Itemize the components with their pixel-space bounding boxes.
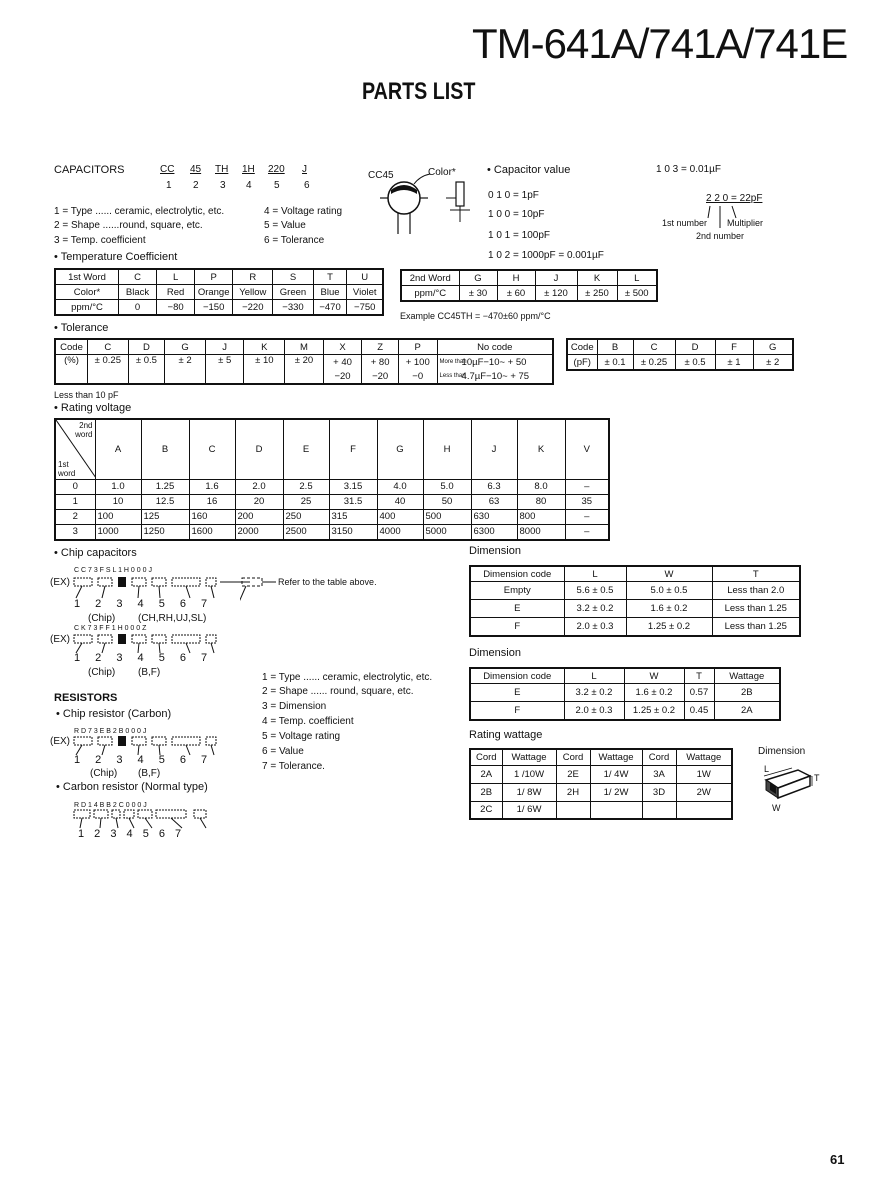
second-number-label: 2nd number — [696, 231, 745, 241]
temp-coef-table-1: 1st Word C L P R S T U Color* Black Red Orange Yellow Green Blue Violet ppm/°C 0 −80 −150 −220 −330 −470 −750 — [54, 268, 384, 316]
number-pointer-icon — [700, 204, 750, 230]
dim-l-label: L — [764, 764, 770, 774]
res-ex: (EX) — [50, 736, 70, 747]
rating-title: • Rating voltage — [54, 402, 132, 414]
rating-voltage-table: 2nd word 1st word A B C D E F G H J K V 0 1.0 1.25 1.6 2.0 2.5 3.15 4.0 5.0 6.3 8.0 – 1 10 12.5 16 20 25 31.5 40 50 63 80 35 2 100 125 160 200 250 315 400 500 630 800 – 3 1000 1250 1600 2000 2500 3150 4000 5000 6300 8000 – — [54, 418, 610, 541]
res-bf-label: (B,F) — [138, 768, 161, 779]
chip-chip-2: (Chip) — [88, 667, 116, 678]
cap-value-title: • Capacitor value — [487, 164, 571, 176]
res-legend-6: 6 = Value — [262, 746, 304, 757]
chip-types-2: (B,F) — [138, 667, 161, 678]
resistors-title: RESISTORS — [54, 692, 118, 704]
res-code-boxes-2 — [72, 806, 222, 830]
page-title: TM-641A/741A/741E — [472, 20, 848, 67]
res-legend-7: 7 = Tolerance. — [262, 761, 325, 772]
dimension-table-1: Dimension code L W T Empty 5.6 ± 0.5 5.0 ± 0.5 Less than 2.0 E 3.2 ± 0.2 1.6 ± 0.2 Less than 1.25 F 2.0 ± 0.3 1.25 ± 0.2 Less than 1.25 — [469, 565, 801, 637]
first-number-label: 1st number — [662, 218, 708, 228]
page-number: 61 — [830, 1152, 845, 1167]
tolerance-pf-table: Code B C D F G (pF) ± 0.1 ± 0.25 ± 0.5 ± 1 ± 2 — [566, 338, 794, 371]
cap-legend-4: 4 = Voltage rating — [264, 206, 343, 217]
cap-legend-5: 5 = Value — [264, 220, 306, 231]
cap-legend-6: 6 = Tolerance — [264, 235, 325, 246]
carbon-resistor-title: • Carbon resistor (Normal type) — [56, 781, 208, 793]
cap-value-line-1: 0 1 0 = 1pF — [488, 190, 539, 201]
chip-types-1: (CH,RH,UJ,SL) — [138, 613, 207, 624]
chip-code-2: C K 7 3 F F 1 H 0 0 0 Z — [74, 625, 147, 632]
chip-refer-text: Refer to the table above. — [278, 577, 377, 587]
res-chip-label: (Chip) — [90, 768, 118, 779]
cap-legend-3: 3 = Temp. coefficient — [54, 235, 146, 246]
res-legend-5: 5 = Voltage rating — [262, 731, 341, 742]
chip-refer-line — [240, 576, 280, 636]
color-label: Color* — [428, 167, 456, 178]
wattage-dimension-label: Dimension — [758, 746, 806, 757]
capacitor-symbol-icon — [374, 168, 484, 238]
dim1-title: Dimension — [469, 545, 521, 557]
chip-nums-2: 1 2 3 4 5 6 7 — [74, 652, 208, 664]
tolerance-title: • Tolerance — [54, 322, 109, 334]
chip-ex-1: (EX) — [50, 577, 70, 588]
cap-value-line-3: 1 0 1 = 100pF — [488, 230, 550, 241]
chip-caps-title: • Chip capacitors — [54, 547, 137, 559]
dim-t-label: T — [814, 773, 820, 783]
res-legend-3: 3 = Dimension — [262, 701, 327, 712]
cap-value-line-2: 1 0 0 = 10pF — [488, 209, 545, 220]
dim2-title: Dimension — [469, 647, 521, 659]
cc45-label: CC45 — [368, 170, 394, 181]
res-legend-1: 1 = Type ...... ceramic, electrolytic, etc. — [262, 672, 433, 683]
cap-value-line-4: 1 0 2 = 1000pF = 0.001µF — [488, 250, 604, 261]
chip-nums-1: 1 2 3 4 5 6 7 — [74, 598, 208, 610]
wattage-table: Cord Wattage Cord Wattage Cord Wattage 2A 1 /10W 2E 1/ 4W 3A 1W 2B 1/ 8W 2H 1/ 2W 3D 2W 2C 1/ 6W — [469, 748, 733, 820]
res-nums-2: 1 2 3 4 5 6 7 — [78, 828, 182, 840]
tolerance-table: Code C D G J K M X Z P No code (%) ± 0.25 ± 0.5 ± 2 ± 5 ± 10 ± 20 + 40 + 80 + 100 More than10µF−10~ + 50 −20 −20 −0 Less than4.7µF−10~ + 75 — [54, 338, 554, 385]
page-subtitle: PARTS LIST — [362, 78, 476, 105]
cap-value-example: 2 2 0 = 22pF — [706, 193, 763, 204]
chip-resistor-dimension-icon — [762, 766, 814, 806]
wattage-title: Rating wattage — [469, 729, 543, 741]
chip-resistor-title: • Chip resistor (Carbon) — [56, 708, 172, 720]
temp-coef-example: Example CC45TH = −470±60 ppm/°C — [400, 311, 551, 321]
res-legend-2: 2 = Shape ...... round, square, etc. — [262, 686, 414, 697]
chip-chip-1: (Chip) — [88, 613, 116, 624]
temp-coef-title: • Temperature Coefficient — [54, 251, 178, 263]
res-nums-1: 1 2 3 4 5 6 7 — [74, 754, 208, 766]
chip-code-boxes-1 — [72, 574, 252, 600]
chip-ex-2: (EX) — [50, 634, 70, 645]
cap-legend-1: 1 = Type ...... ceramic, electrolytic, etc. — [54, 206, 225, 217]
dim-w-label: W — [772, 803, 781, 813]
res-code-2: R D 1 4 B B 2 C 0 0 0 J — [74, 802, 147, 809]
temp-coef-table-2: 2nd Word G H J K L ppm/°C ± 30 ± 60 ± 120 ± 250 ± 500 — [400, 269, 658, 302]
multiplier-label: Multiplier — [727, 218, 764, 228]
res-code-1: R D 7 3 E B 2 B 0 0 0 J — [74, 728, 147, 735]
chip-code-1: C C 7 3 F S L 1 H 0 0 0 J — [74, 567, 152, 574]
cap-legend-2: 2 = Shape ......round, square, etc. — [54, 220, 203, 231]
res-legend-4: 4 = Temp. coefficient — [262, 716, 354, 727]
capacitors-label: CAPACITORS — [54, 164, 125, 176]
dimension-table-2: Dimension code L W T Wattage E 3.2 ± 0.2 1.6 ± 0.2 0.57 2B F 2.0 ± 0.3 1.25 ± 0.2 0.45 2A — [469, 667, 781, 721]
cap-value-top: 1 0 3 = 0.01µF — [656, 164, 721, 175]
tolerance-note: Less than 10 pF — [54, 390, 119, 400]
